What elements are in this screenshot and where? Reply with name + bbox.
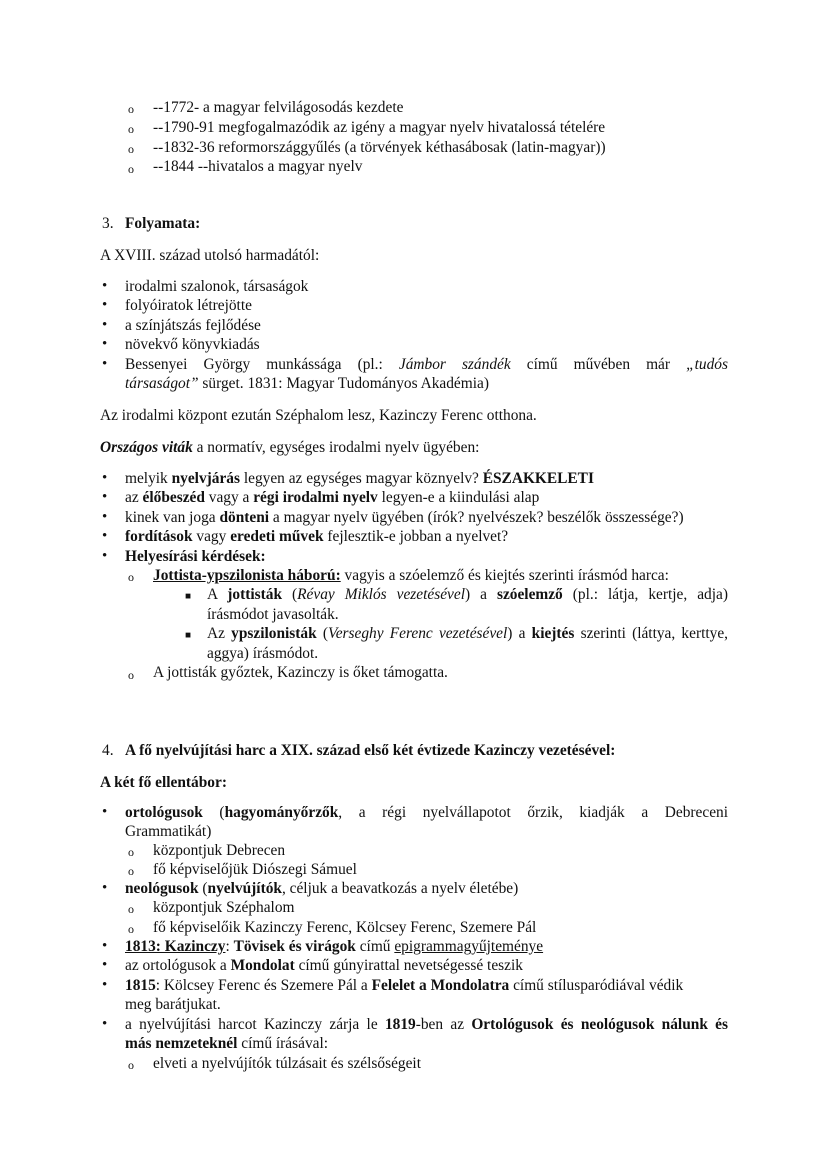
list-item: az élőbeszéd vagy a régi irodalmi nyelv legyen-e a kiindulási alap [125,489,540,506]
circle-bullet-icon: o [128,570,134,584]
list-item-ortologusok-cont: Grammatikát) [125,823,212,840]
circle-bullet-icon: o [128,845,134,859]
circle-bullet-icon: o [128,122,134,136]
list-item: --1844 --hivatalos a magyar nyelv [153,158,363,175]
list-item-ortologusok: ortológusok (hagyományőrzők, a régi nyelvállapotot őrzik, kiadják a Debreceni [125,804,728,821]
circle-bullet-icon: o [128,162,134,176]
list-item: irodalmi szalonok, társaságok [125,278,309,295]
bullet-icon: • [102,548,108,564]
square-bullet-icon: ■ [185,630,192,641]
list-item: --1832-36 reformországgyűlés (a törvények kéthasábosak (latin-magyar)) [153,139,606,156]
list-item: melyik nyelvjárás legyen az egységes magyar köznyelv? ÉSZAKKELETI [125,470,594,487]
bullet-icon: • [102,528,108,544]
bullet-icon: • [102,804,108,820]
list-item-1815: 1815: Kölcsey Ferenc és Szemere Pál a Felelet a Mondolatra című stílusparódiával védik [125,977,684,994]
list-item: folyóiratok létrejötte [125,297,252,314]
section-number: 3. [102,215,114,232]
list-item-bessenyei: Bessenyei György munkássága (pl.: Jámbor szándék című művében már „tudós [125,356,728,373]
list-item: növekvő könyvkiadás [125,336,260,353]
bullet-icon: • [102,977,108,993]
circle-bullet-icon: o [128,102,134,116]
list-item-1819: a nyelvújítási harcot Kazinczy zárja le 1819-ben az Ortológusok és neológusok nálunk és [125,1016,728,1033]
list-item-neologusok: neológusok (nyelvújítók, céljuk a beavatkozás a nyelv életébe) [125,880,519,897]
section-subtitle: A két fő ellentábor: [100,774,227,791]
circle-bullet-icon: o [128,668,134,682]
bullet-icon: • [102,297,108,313]
list-item-ypszilonistak-cont: aggya) írásmódot. [207,645,319,662]
list-item-mondolat: az ortológusok a Mondolat című gúnyirattal nevetségessé teszik [125,957,523,974]
circle-bullet-icon: o [128,142,134,156]
bullet-icon: • [102,957,108,973]
bullet-icon: • [102,470,108,486]
section-title: A fő nyelvújítási harc a XIX. század első két évtizede Kazinczy vezetésével: [125,742,616,759]
list-item-1815-cont: meg barátjukat. [125,996,221,1013]
bullet-icon: • [102,880,108,896]
list-item: elveti a nyelvújítók túlzásait és szélsőségeit [153,1055,421,1072]
list-item: központjuk Széphalom [153,899,295,916]
circle-bullet-icon: o [128,922,134,936]
list-item: Helyesírási kérdések: [125,548,266,565]
list-item: központjuk Debrecen [153,842,286,859]
bullet-icon: • [102,489,108,505]
section-number: 4. [102,742,114,759]
list-item: --1772- a magyar felvilágosodás kezdete [153,99,404,116]
list-item-jottistak-cont: írásmódot javasolták. [207,606,339,623]
list-item-1813: 1813: Kazinczy: Tövisek és virágok című epigrammagyűjteménye [125,938,544,955]
list-item: a színjátszás fejlődése [125,317,261,334]
list-item: kinek van joga dönteni a magyar nyelv ügyében (írók? nyelvészek? beszélők összessége?) [125,509,684,526]
circle-bullet-icon: o [128,902,134,916]
list-item-jottistak: A jottisták (Révay Miklós vezetésével) a szóelemző (pl.: látja, kertje, adja) [207,586,728,603]
square-bullet-icon: ■ [185,591,192,602]
bullet-icon: • [102,278,108,294]
list-item-1819-cont: más nemzeteknél című írásával: [125,1035,329,1052]
list-item: fő képviselőik Kazinczy Ferenc, Kölcsey Ferenc, Szemere Pál [153,919,537,936]
paragraph-center: Az irodalmi központ ezután Széphalom lesz, Kazinczy Ferenc otthona. [100,407,537,424]
list-item-bessenyei-cont: társaságot” sürget. 1831: Magyar Tudományos Akadémia) [125,375,489,392]
list-item: fő képviselőjük Diószegi Sámuel [153,861,357,878]
section-intro: A XVIII. század utolsó harmadától: [100,247,320,264]
bullet-icon: • [102,938,108,954]
bullet-icon: • [102,1016,108,1032]
paragraph-debates: Országos viták a normatív, egységes irodalmi nyelv ügyében: [100,439,480,456]
circle-bullet-icon: o [128,864,134,878]
list-item: A jottisták győztek, Kazinczy is őket támogatta. [153,664,448,681]
list-item: fordítások vagy eredeti művek fejlesztik-e jobban a nyelvet? [125,528,509,545]
list-item-ypszilonistak: Az ypszilonisták (Verseghy Ferenc vezetésével) a kiejtés szerinti (láttya, kerttye, [207,625,728,642]
section-title: Folyamata: [125,215,201,232]
bullet-icon: • [102,317,108,333]
bullet-icon: • [102,356,108,372]
list-item-jottista: Jottista-ypszilonista háború: vagyis a szóelemző és kiejtés szerinti írásmód harca: [153,567,669,584]
bullet-icon: • [102,509,108,525]
circle-bullet-icon: o [128,1058,134,1072]
list-item: --1790-91 megfogalmazódik az igény a magyar nyelv hivatalossá tételére [153,119,606,136]
bullet-icon: • [102,336,108,352]
